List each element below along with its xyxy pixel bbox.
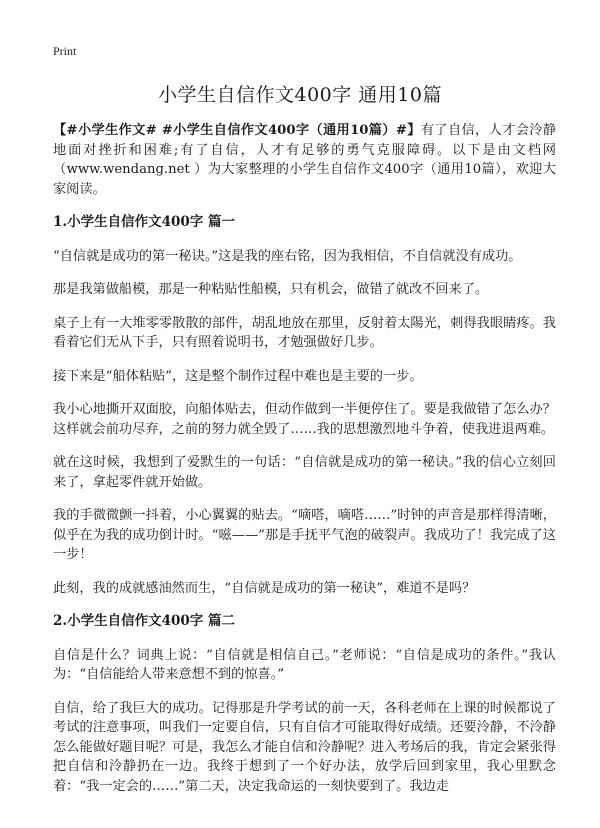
page-title: 小学生自信作文400字 通用10篇 xyxy=(158,84,442,106)
section2-paragraph: 自信，给了我巨大的成功。记得那是升学考试的前一天，各科老师在上课的时候都说了考试的注意事项，叫我们一定要自信，只有自信才可能取得好成绩。还要泠静，不泠静怎么能做好题目呢？可是，我怎么才能自信和泠静呢？进入考场后的我，肯定会紧张得把自信和泠静扔在一边。我终于想到了一个好办法，放学后回到家里，我心里默念着：“我一定会的……”第二天，决定我命运的一刻快要到了。我边走 xyxy=(53,700,556,794)
section-heading-1: 1.小学生自信作文400字 篇一 xyxy=(53,214,235,230)
section1-paragraph: 那是我第做船模，那是一种粘贴性船模，只有机会，做错了就改不回来了。 xyxy=(53,282,489,297)
intro-text: 有了自信，人才会泠静地面对挫折和困难;有了自信，人才有足够的勇气克服障碍。以下是由文档网（www.wendang.net ）为大家整理的小学生自信作文400字（通用10篇），欢迎大家阅读。 xyxy=(53,123,556,197)
section2-paragraph: 自信是什么？词典上说：“自信就是相信自己。”老师说：“自信是成功的条件。”我认为：“自信能给人带来意想不到的惊喜。” xyxy=(53,647,556,682)
section-heading-2: 2.小学生自信作文400字 篇二 xyxy=(53,613,235,629)
section1-paragraph: 我的手微微颤一抖着，小心翼翼的贴去。“嘀嗒，嘀嗒……”时钟的声音是那样得清晰，似乎在为我的成功倒计时。“嗞——”那是手抚平气泡的破裂声。我成功了！我完成了这一步！ xyxy=(53,508,556,562)
section1-paragraph: 接下来是“船体粘贴”，这是整个制作过程中难也是主要的一步。 xyxy=(53,368,423,384)
section1-paragraph: 此刻，我的成就感油然而生，“自信就是成功的第一秘诀”，难道不是吗？ xyxy=(53,580,476,596)
intro-paragraph xyxy=(53,121,556,199)
section1-paragraph: 桌子上有一大堆零零散散的部件，胡乱地放在那里，反射着太陽光，刺得我眼睛疼。我看着它们无从下手，只有照着说明书，才勉强做好几步。 xyxy=(53,315,556,350)
section1-paragraph: 我小心地撕开双面胶，向船体贴去，但动作做到一半便停住了。要是我做错了怎么办？这样就会前功尽弃，之前的努力就全毁了……我的思想激烈地斗争着，使我进退两难。 xyxy=(53,402,556,437)
article-body xyxy=(53,121,556,810)
section1-paragraph: 就在这时候，我想到了爱默生的一句话：“自信就是成功的第一秘诀。”我的信心立刻回来了，拿起零件就开始做。 xyxy=(53,455,556,490)
intro-tag: 【#小学生作文# #小学生自信作文400字（通用10篇）#】 xyxy=(53,123,421,138)
section1-paragraph: “自信就是成功的第一秘诀。”这是我的座右铭，因为我相信，不自信就没有成功。 xyxy=(53,248,522,264)
print-link[interactable]: Print xyxy=(53,44,77,58)
